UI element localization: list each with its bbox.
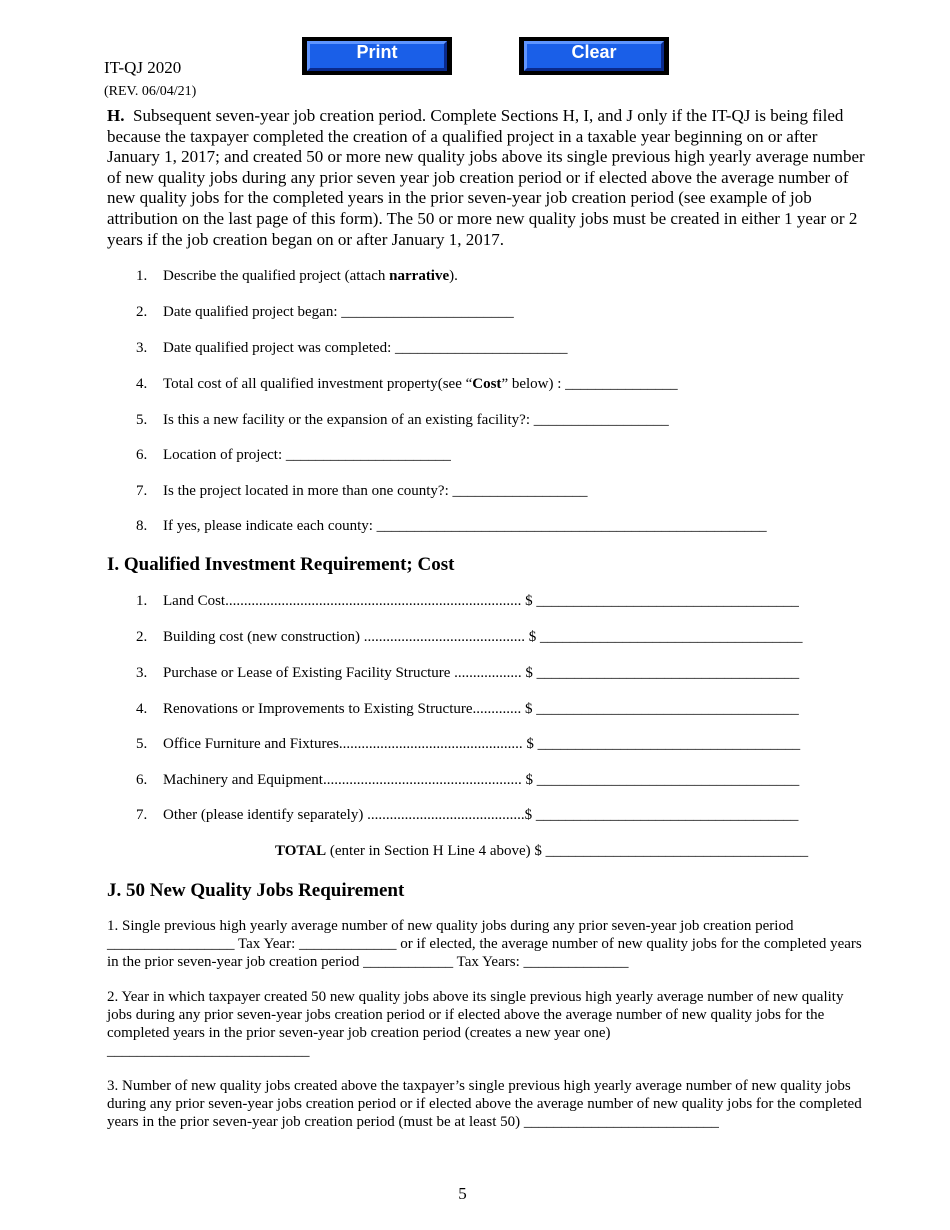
i-item-land-cost[interactable]: Land Cost............................................................................... $ ___________________________________ xyxy=(163,593,799,609)
i-item-number: 1. xyxy=(136,593,148,609)
section-j-heading: J. 50 New Quality Jobs Requirement xyxy=(107,880,405,901)
j-item-2: 2. Year in which taxpayer created 50 new quality jobs above its single previous high yearly average number of new quality jobs during any prior seven-year jobs creation period or if elected above the average number of new quality jobs for the completed years in the prior seven-year job creation period (creates a new year one) xyxy=(107,989,844,1041)
i-item-number: 3. xyxy=(136,665,148,681)
revision-date: (REV. 06/04/21) xyxy=(104,84,197,99)
i-item-number: 7. xyxy=(136,807,148,823)
h-item-number: 7. xyxy=(136,483,148,499)
clear-button-label: Clear xyxy=(524,41,664,71)
i-item-number: 4. xyxy=(136,701,148,717)
h-item-number: 4. xyxy=(136,376,148,392)
h-item-number: 8. xyxy=(136,518,148,534)
h-item-date-completed[interactable]: Date qualified project was completed: _______________________ xyxy=(163,340,568,356)
i-item-building-cost[interactable]: Building cost (new construction) ........................................... $ ___________________________________ xyxy=(163,629,803,645)
i-item-number: 6. xyxy=(136,772,148,788)
h-item-number: 6. xyxy=(136,447,148,463)
i-item-other[interactable]: Other (please identify separately) ..........................................$ ___________________________________ xyxy=(163,807,799,823)
page-number: 5 xyxy=(458,1184,467,1203)
i-item-renovations[interactable]: Renovations or Improvements to Existing Structure............. $ ___________________________________ xyxy=(163,701,799,717)
j-item-1[interactable]: 1. Single previous high yearly average number of new quality jobs during any prior seven-year job creation period _________________ Tax Year: _____________ or if elected, the average number of new quality jobs for the completed years in the prior seven-year job creation period ____________ Tax Years: ______________ xyxy=(107,918,862,970)
j-item-2-blank[interactable]: ___________________________ xyxy=(107,1043,310,1059)
i-item-number: 5. xyxy=(136,736,148,752)
j-item-3[interactable]: 3. Number of new quality jobs created above the taxpayer’s single previous high yearly average number of new quality jobs during any prior seven-year jobs creation period or if elected above the average number of new quality jobs for the completed years in the prior seven-year job creation period (must be at least 50) __________________________ xyxy=(107,1078,862,1130)
h-item-number: 2. xyxy=(136,304,148,320)
h-item-date-began[interactable]: Date qualified project began: _______________________ xyxy=(163,304,514,320)
i-item-furniture[interactable]: Office Furniture and Fixtures................................................. $ ___________________________________ xyxy=(163,736,801,752)
h-item-facility-type[interactable]: Is this a new facility or the expansion of an existing facility?: __________________ xyxy=(163,412,669,428)
section-h-intro xyxy=(107,106,867,250)
h-item-describe-project: Describe the qualified project (attach narrative). xyxy=(163,268,458,284)
h-item-counties[interactable]: If yes, please indicate each county: ____________________________________________________ xyxy=(163,518,767,534)
clear-button[interactable] xyxy=(519,37,669,75)
section-i-heading: I. Qualified Investment Requirement; Cost xyxy=(107,554,455,575)
form-id: IT-QJ 2020 xyxy=(104,58,182,77)
print-button[interactable] xyxy=(302,37,452,75)
print-button-label: Print xyxy=(307,41,447,71)
i-item-machinery[interactable]: Machinery and Equipment..................................................... $ ___________________________________ xyxy=(163,772,800,788)
i-item-purchase-lease[interactable]: Purchase or Lease of Existing Facility Structure .................. $ ___________________________________ xyxy=(163,665,800,681)
h-item-number: 5. xyxy=(136,412,148,428)
i-total-line[interactable]: TOTAL (enter in Section H Line 4 above) $ ___________________________________ xyxy=(275,843,809,859)
h-item-multi-county[interactable]: Is the project located in more than one county?: __________________ xyxy=(163,483,588,499)
h-item-location[interactable]: Location of project: ______________________ xyxy=(163,447,451,463)
h-item-number: 1. xyxy=(136,268,148,284)
section-h-letter: H. xyxy=(107,106,125,125)
section-h-text: Subsequent seven-year job creation period. Complete Sections H, I, and J only if the IT-QJ is being filed because the taxpayer completed the creation of a qualified project in a taxable year beginning on or after January 1, 2017; and created 50 or more new quality jobs above its single previous high yearly average number of new quality jobs during any prior seven year job creation period or if elected above the average number of new quality jobs for the completed years in the prior seven-year job creation period (see example of job attribution on the last page of this form). The 50 or more new quality jobs must be created in either 1 year or 2 years if the job creation began on or after January 1, 2017. xyxy=(107,106,865,249)
h-item-number: 3. xyxy=(136,340,148,356)
h-item-total-cost[interactable]: Total cost of all qualified investment property(see “Cost” below) : _______________ xyxy=(163,376,678,392)
i-item-number: 2. xyxy=(136,629,148,645)
